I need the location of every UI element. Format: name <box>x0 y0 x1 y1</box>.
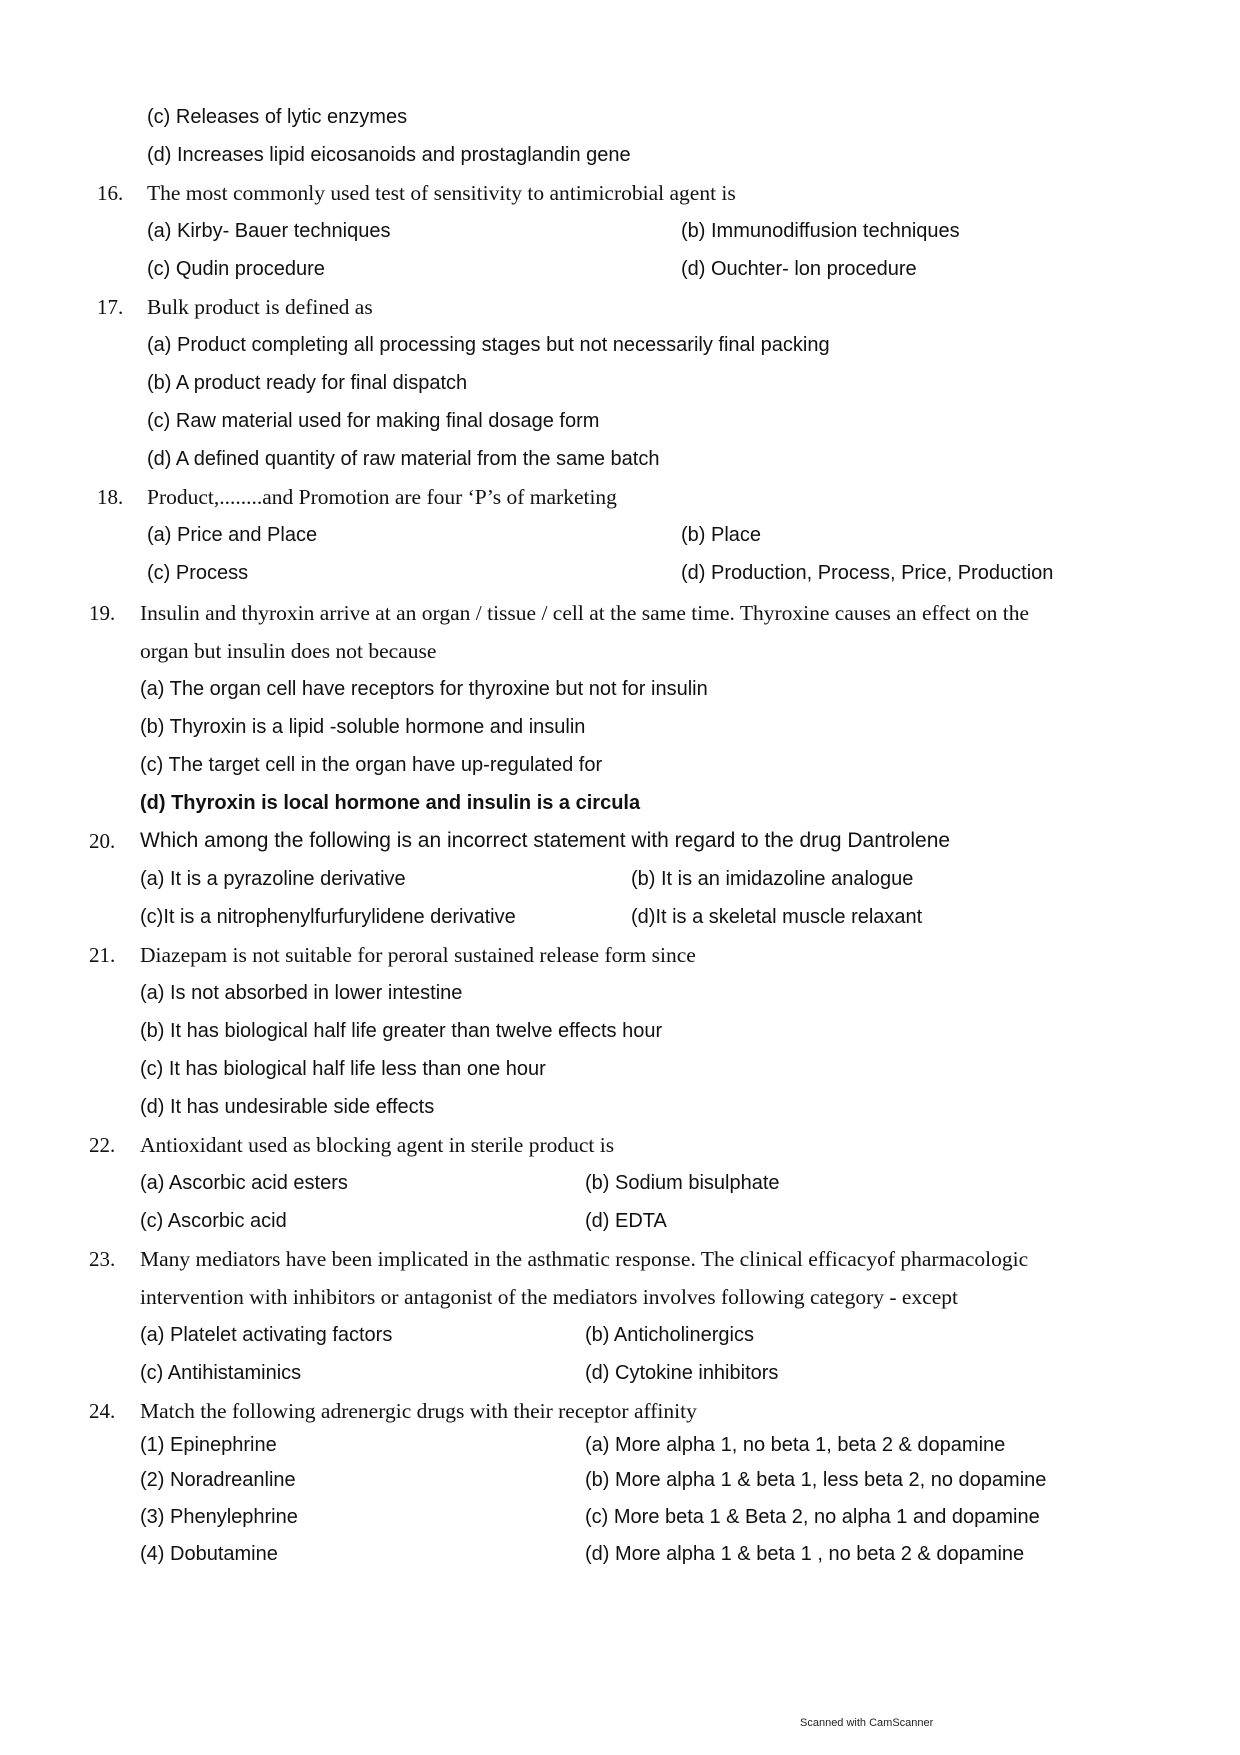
q19-option-b: (b) Thyroxin is a lipid -soluble hormone and insulin <box>140 716 586 738</box>
q24-left-3: (3) Phenylephrine <box>140 1506 298 1528</box>
q16-option-b: (b) Immunodiffusion techniques <box>681 220 960 242</box>
q23-option-b: (b) Anticholinergics <box>585 1324 754 1346</box>
q20-number: 20. <box>89 829 116 853</box>
q17-option-c: (c) Raw material used for making final dosage form <box>147 410 600 432</box>
q23-option-c: (c) Antihistaminics <box>140 1362 302 1384</box>
q17-stem: Bulk product is defined as <box>147 295 373 319</box>
q19-number: 19. <box>89 601 116 625</box>
q24-right-b: (b) More alpha 1 & beta 1, less beta 2, no dopamine <box>585 1469 1047 1491</box>
q19-option-a: (a) The organ cell have receptors for thyroxine but not for insulin <box>140 678 708 700</box>
q18-number: 18. <box>97 485 124 509</box>
q24-right-d: (d) More alpha 1 & beta 1 , no beta 2 & dopamine <box>585 1543 1025 1565</box>
q19-stem-line2: organ but insulin does not because <box>140 639 437 663</box>
q22-option-b: (b) Sodium bisulphate <box>585 1172 780 1194</box>
q20-option-a: (a) It is a pyrazoline derivative <box>140 868 406 890</box>
q18-option-a: (a) Price and Place <box>147 524 318 546</box>
q21-option-b: (b) It has biological half life greater than twelve effects hour <box>140 1020 663 1042</box>
q24-left-4: (4) Dobutamine <box>140 1543 278 1565</box>
q16-option-d: (d) Ouchter- lon procedure <box>681 258 917 280</box>
q24-stem: Match the following adrenergic drugs with their receptor affinity <box>140 1399 697 1423</box>
q24-left-1: (1) Epinephrine <box>140 1434 277 1456</box>
q24-right-c: (c) More beta 1 & Beta 2, no alpha 1 and dopamine <box>585 1506 1040 1528</box>
q23-option-a: (a) Platelet activating factors <box>140 1324 393 1346</box>
scanner-footer: Scanned with CamScanner <box>800 1717 934 1729</box>
q18-option-c: (c) Process <box>147 562 249 584</box>
q20-option-b: (b) It is an imidazoline analogue <box>631 868 914 890</box>
q17-option-a: (a) Product completing all processing stages but not necessarily final packing <box>147 334 830 356</box>
q20-option-c: (c)It is a nitrophenylfurfurylidene derivative <box>140 906 516 928</box>
q18-option-d: (d) Production, Process, Price, Production <box>681 562 1054 584</box>
q16-number: 16. <box>97 181 124 205</box>
q19-option-c: (c) The target cell in the organ have up-regulated for <box>140 754 603 776</box>
q22-option-d: (d) EDTA <box>585 1210 667 1232</box>
q24-number: 24. <box>89 1399 116 1423</box>
q19-option-d: (d) Thyroxin is local hormone and insulin is a circula <box>140 792 641 814</box>
q21-option-a: (a) Is not absorbed in lower intestine <box>140 982 463 1004</box>
q22-number: 22. <box>89 1133 116 1157</box>
q23-stem-line1: Many mediators have been implicated in the asthmatic response. The clinical efficacyof pharmacologic <box>140 1247 1029 1271</box>
q23-number: 23. <box>89 1247 116 1271</box>
q19-stem-line1: Insulin and thyroxin arrive at an organ / tissue / cell at the same time. Thyroxine causes an effect on the <box>140 601 1029 625</box>
q24-right-a: (a) More alpha 1, no beta 1, beta 2 & dopamine <box>585 1434 1006 1456</box>
q23-stem-line2: intervention with inhibitors or antagonist of the mediators involves following category - except <box>140 1285 959 1309</box>
q16-option-c: (c) Qudin procedure <box>147 258 325 280</box>
q21-option-d: (d) It has undesirable side effects <box>140 1096 435 1118</box>
q21-option-c: (c) It has biological half life less than one hour <box>140 1058 546 1080</box>
q20-stem: Which among the following is an incorrect statement with regard to the drug Dantrolene <box>140 829 951 852</box>
q22-option-a: (a) Ascorbic acid esters <box>140 1172 348 1194</box>
q18-option-b: (b) Place <box>681 524 762 546</box>
q22-option-c: (c) Ascorbic acid <box>140 1210 287 1232</box>
q17-number: 17. <box>97 295 124 319</box>
q18-stem: Product,........and Promotion are four ‘P’s of marketing <box>147 485 617 509</box>
q16-option-a: (a) Kirby- Bauer techniques <box>147 220 391 242</box>
q21-stem: Diazepam is not suitable for peroral sustained release form since <box>140 943 696 967</box>
q17-option-d: (d) A defined quantity of raw material from the same batch <box>147 448 660 470</box>
q21-number: 21. <box>89 943 116 967</box>
q22-stem: Antioxidant used as blocking agent in sterile product is <box>140 1133 615 1157</box>
q23-option-d: (d) Cytokine inhibitors <box>585 1362 779 1384</box>
q20-option-d: (d)It is a skeletal muscle relaxant <box>631 906 923 928</box>
q15-option-c: (c) Releases of lytic enzymes <box>147 106 408 128</box>
q24-left-2: (2) Noradreanline <box>140 1469 296 1491</box>
q17-option-b: (b) A product ready for final dispatch <box>147 372 468 394</box>
q15-option-d: (d) Increases lipid eicosanoids and prostaglandin gene <box>147 144 631 166</box>
q16-stem: The most commonly used test of sensitivity to antimicrobial agent is <box>147 181 736 205</box>
